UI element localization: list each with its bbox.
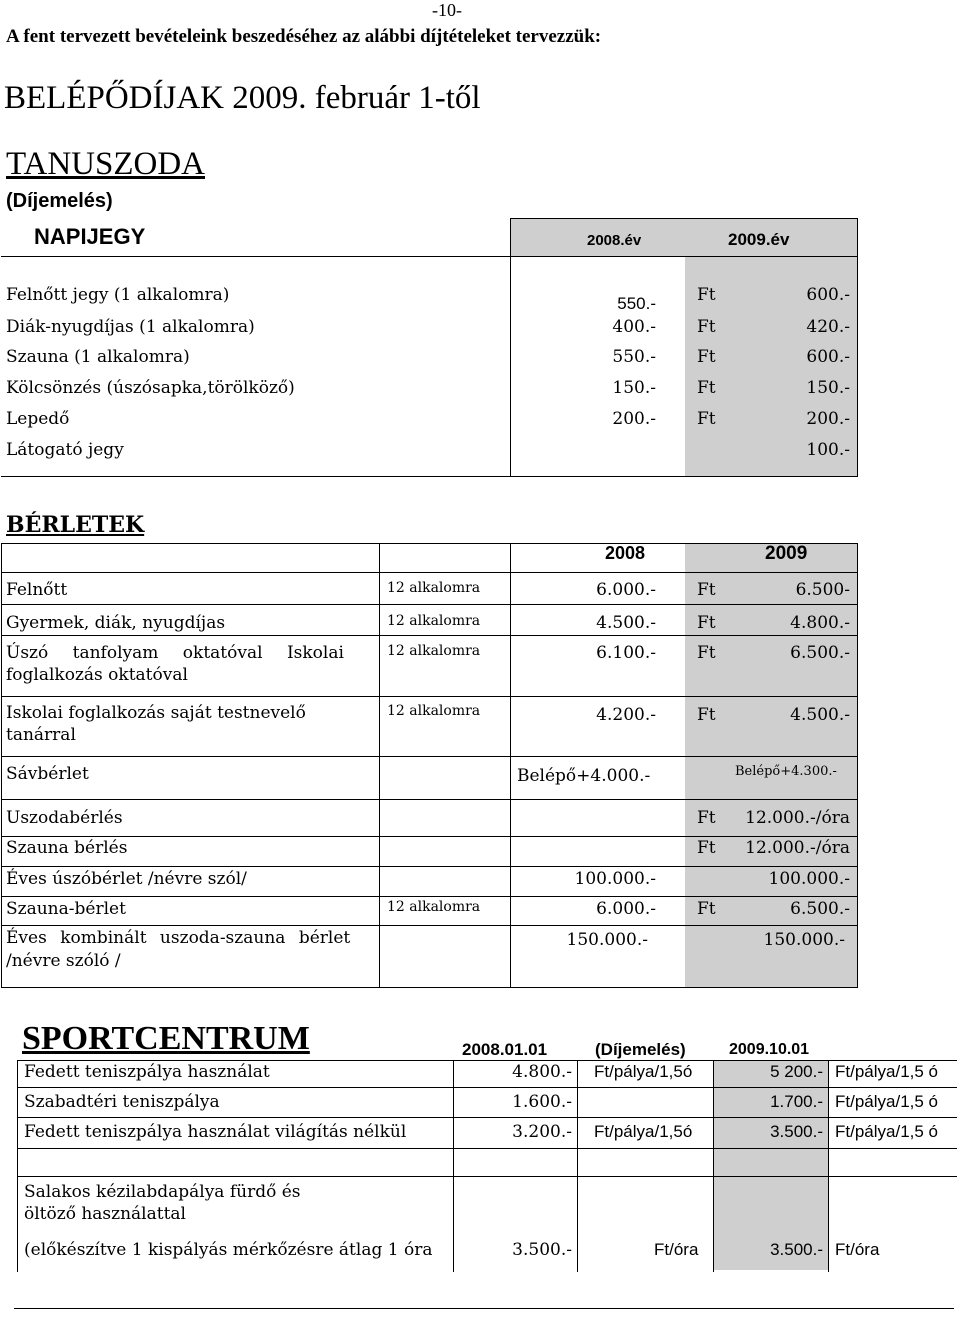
berlet-row-ft: Ft — [697, 808, 716, 828]
berlet-row-ft: Ft — [697, 613, 716, 633]
berlet-row-ft: Ft — [697, 643, 716, 663]
berlet-row-alkalom: 12 alkalomra — [387, 899, 481, 915]
berlet-row-2009: 6.500.- — [790, 899, 850, 919]
sport-row-2008: 1.600.- — [512, 1092, 572, 1112]
berlet-row-ft: Ft — [697, 580, 716, 600]
berlet-row-name-line2: foglalkozás oktatóval — [6, 665, 188, 685]
sport-row-unit-2008: Ft/óra — [654, 1240, 699, 1259]
napijegy-label: NAPIJEGY — [34, 224, 146, 249]
tanuszoda-subtitle: (Díjemelés) — [6, 190, 113, 212]
footer-rule — [14, 1308, 954, 1309]
napijegy-row-2008: 200.- — [612, 409, 656, 429]
napijegy-row-2009: 600.- — [806, 347, 850, 367]
sport-row-name-line3: (előkészítve 1 kispályás mérkőzésre átlag 1 óra — [24, 1240, 433, 1260]
berlet-row-name-line2: tanárral — [6, 725, 76, 745]
berlet-row-2009: Belépő+4.300.- — [735, 764, 837, 779]
berlet-row-name-line1: Úszó tanfolyam oktatóval Iskolai — [6, 643, 344, 663]
sport-row-2009: 3.500.- — [770, 1240, 823, 1259]
napijegy-row-name: Diák-nyugdíjas (1 alkalomra) — [6, 317, 255, 337]
sportcentrum-col-2009: 2009.10.01 — [729, 1041, 810, 1058]
berlet-row-name: Éves úszóbérlet /névre szól/ — [6, 869, 247, 889]
berlet-row-2008: 6.000.- — [596, 899, 656, 919]
napijegy-row-2009: 420.- — [806, 317, 850, 337]
berlet-row-2009: 6.500.- — [790, 643, 850, 663]
berlet-row-2008: 6.000.- — [596, 580, 656, 600]
sport-row-name-line1: Salakos kézilabdapálya fürdő és — [24, 1182, 301, 1202]
sport-row-2008: 4.800.- — [512, 1062, 572, 1082]
napijegy-row-ft: Ft — [697, 347, 716, 367]
berlet-row-alkalom: 12 alkalomra — [387, 580, 481, 596]
berlet-row-2009: 100.000.- — [768, 869, 850, 889]
sport-row-2008: 3.500.- — [512, 1240, 572, 1260]
napijegy-col-2008: 2008.év — [587, 232, 642, 249]
napijegy-row-ft: Ft — [697, 378, 716, 398]
napijegy-row-ft: Ft — [697, 285, 716, 305]
berlet-row-name-line1: Iskolai foglalkozás saját testnevelő — [6, 703, 306, 723]
berlet-row-name: Sávbérlet — [6, 764, 89, 784]
sport-row-2009: 5 200.- — [770, 1062, 823, 1081]
napijegy-row-2009: 150.- — [806, 378, 850, 398]
sport-row-name: Fedett teniszpálya használat világítás nélkül — [24, 1122, 407, 1142]
napijegy-row-name: Felnőtt jegy (1 alkalomra) — [6, 285, 230, 305]
berlet-row-2008: 150.000.- — [566, 930, 648, 950]
sportcentrum-col-mid: (Díjemelés) — [595, 1040, 686, 1059]
sport-row-2008: 3.200.- — [512, 1122, 572, 1142]
berlet-row-2008: 4.500.- — [596, 613, 656, 633]
sport-row-name: Fedett teniszpálya használat — [24, 1062, 270, 1082]
berlet-row-2009: 150.000.- — [763, 930, 845, 950]
berlet-row-2009: 4.800.- — [790, 613, 850, 633]
berletek-col-2008: 2008 — [605, 543, 646, 563]
berlet-row-ft: Ft — [697, 838, 716, 858]
berletek-col-2009: 2009 — [765, 543, 808, 564]
berlet-row-2009: 12.000.-/óra — [745, 808, 850, 828]
napijegy-row-ft: Ft — [697, 409, 716, 429]
napijegy-row-2009: 600.- — [806, 285, 850, 305]
napijegy-row-2009: 200.- — [806, 409, 850, 429]
page-number: -10- — [432, 0, 462, 20]
berlet-row-2008: 6.100.- — [596, 643, 656, 663]
sport-row-2009: 3.500.- — [770, 1122, 823, 1141]
berlet-row-name: Szauna-bérlet — [6, 899, 126, 919]
napijegy-row-name: Lepedő — [6, 409, 70, 429]
napijegy-row-2008: 550.- — [612, 347, 656, 367]
berlet-row-name: Szauna bérlés — [6, 838, 128, 858]
berlet-row-2009: 4.500.- — [790, 705, 850, 725]
sport-row-unit-2009: Ft/pálya/1,5 ó — [835, 1092, 939, 1111]
berlet-row-alkalom: 12 alkalomra — [387, 613, 481, 629]
napijegy-col-2009: 2009.év — [728, 230, 790, 249]
sport-row-unit-2008: Ft/pálya/1,5ó — [594, 1122, 693, 1141]
berlet-row-ft: Ft — [697, 899, 716, 919]
berlet-row-2008: 100.000.- — [574, 869, 656, 889]
berlet-row-2008: 4.200.- — [596, 705, 656, 725]
berlet-row-ft: Ft — [697, 705, 716, 725]
napijegy-row-2008: 550.- — [617, 294, 656, 313]
berlet-row-name: Uszodabérlés — [6, 808, 123, 828]
sport-row-unit-2008: Ft/pálya/1,5ó — [594, 1062, 693, 1081]
berlet-row-alkalom: 12 alkalomra — [387, 703, 481, 719]
napijegy-row-2008: 150.- — [612, 378, 656, 398]
sport-row-unit-2009: Ft/óra — [835, 1240, 880, 1259]
napijegy-row-2009: 100.- — [806, 440, 850, 460]
sport-row-name-line2: öltöző használattal — [24, 1204, 186, 1224]
sportcentrum-title: SPORTCENTRUM — [22, 1020, 310, 1057]
sport-row-unit-2009: Ft/pálya/1,5 ó — [835, 1122, 939, 1141]
page-title: BELÉPŐDÍJAK 2009. február 1-től — [4, 80, 481, 116]
sport-row-2009: 1.700.- — [770, 1092, 823, 1111]
sportcentrum-col-2008: 2008.01.01 — [462, 1040, 548, 1059]
berlet-row-2009: 6.500- — [795, 580, 850, 600]
sport-row-unit-2009: Ft/pálya/1,5 ó — [835, 1062, 939, 1081]
napijegy-row-name: Kölcsönzés (úszósapka,törölköző) — [6, 378, 295, 398]
berlet-row-name: Felnőtt — [6, 580, 68, 600]
berlet-row-2009: 12.000.-/óra — [745, 838, 850, 858]
berletek-title: BÉRLETEK — [6, 512, 145, 538]
intro-text: A fent tervezett bevételeink beszedéséhez az alábbi díjtételeket tervezzük: — [6, 26, 602, 47]
berlet-row-name-line2: /névre szóló / — [6, 951, 121, 971]
napijegy-row-name: Látogató jegy — [6, 440, 124, 460]
napijegy-row-2008: 400.- — [612, 317, 656, 337]
sport-row-name: Szabadtéri teniszpálya — [24, 1092, 220, 1112]
berlet-row-name-line1: Éves kombinált uszoda-szauna bérlet — [6, 928, 351, 948]
berlet-row-name: Gyermek, diák, nyugdíjas — [6, 613, 226, 633]
napijegy-row-name: Szauna (1 alkalomra) — [6, 347, 190, 367]
napijegy-row-ft: Ft — [697, 317, 716, 337]
berlet-row-2008: Belépő+4.000.- — [517, 766, 651, 786]
berlet-row-alkalom: 12 alkalomra — [387, 643, 481, 659]
tanuszoda-title: TANUSZODA — [6, 146, 206, 182]
